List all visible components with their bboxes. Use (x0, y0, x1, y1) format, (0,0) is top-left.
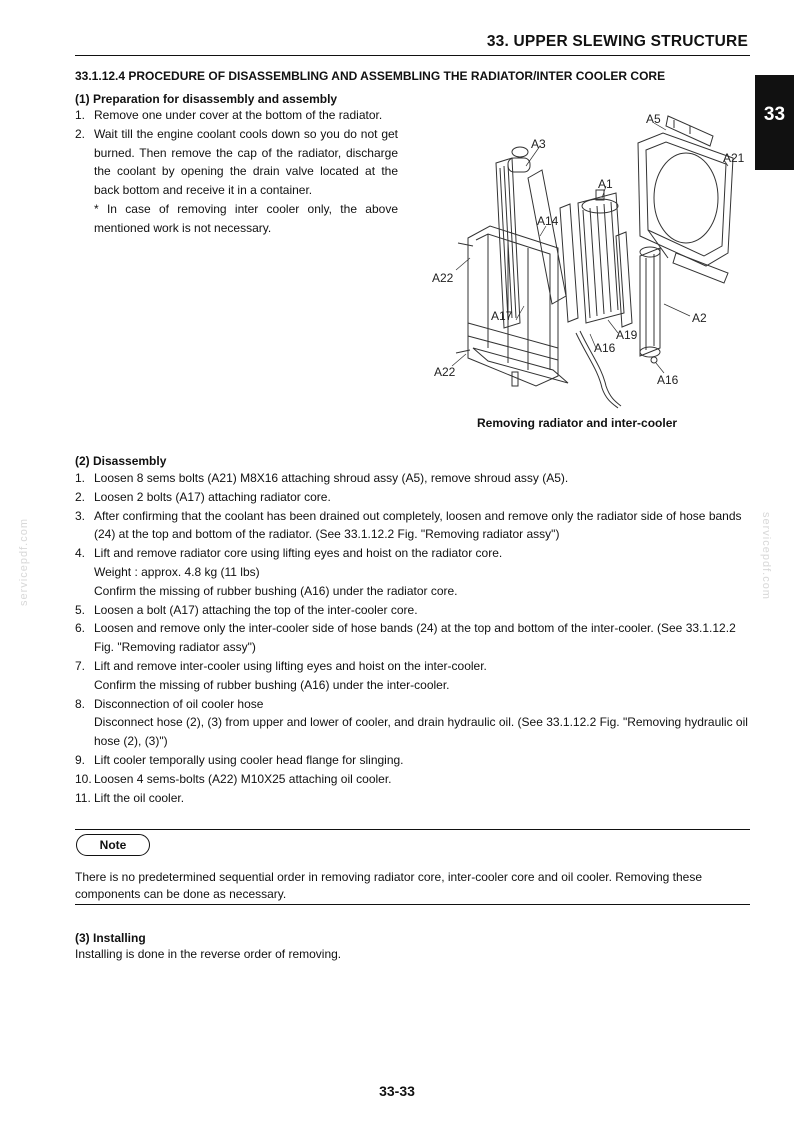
note-rule-bottom (75, 904, 750, 905)
item-number: 1. (75, 108, 86, 122)
item-text: Loosen 4 sems-bolts (A22) M10X25 attaching oil cooler. (94, 771, 392, 786)
list-item (75, 601, 751, 620)
item-text: Lift and remove inter-cooler using lifting eyes and hoist on the inter-cooler. (94, 658, 487, 673)
header-divider (75, 55, 750, 56)
label-a17: A17 (491, 309, 513, 323)
label-a2: A2 (692, 311, 707, 325)
item-text: Lift cooler temporally using cooler head flange for slinging. (94, 752, 404, 767)
figure-caption: Removing radiator and inter-cooler (477, 416, 678, 430)
page-header-title: 33. UPPER SLEWING STRUCTURE (486, 33, 748, 50)
preparation-section (75, 92, 398, 238)
label-a16-right: A16 (657, 373, 679, 387)
label-a3: A3 (531, 137, 546, 151)
label-a22-bottom: A22 (434, 365, 456, 379)
item-number: 9. (75, 752, 86, 767)
shroud-drawing (638, 116, 733, 283)
list-item (75, 770, 751, 789)
item-text: Confirm the missing of rubber bushing (A16) under the radiator core. (94, 583, 458, 598)
radiator-drawing (560, 190, 632, 327)
item-number: 5. (75, 602, 86, 617)
watermark-right: servicepdf.com (760, 512, 772, 600)
list-item (75, 695, 751, 751)
item-number: 3. (75, 508, 86, 523)
item-number: 7. (75, 658, 86, 673)
section-heading: 33.1.12.4 PROCEDURE OF DISASSEMBLING AND ASSEMBLING THE RADIATOR/INTER COOLER CORE (75, 69, 666, 83)
item-number: 10. (75, 771, 92, 786)
installing-section (75, 930, 751, 963)
radiator-core-drawing (496, 147, 566, 328)
list-item (75, 619, 751, 657)
page-number: 33-33 (379, 1083, 415, 1099)
item-text: Disconnection of oil cooler hose (94, 696, 264, 711)
item-text: Lift the oil cooler. (94, 790, 185, 805)
item-text: Loosen 8 sems bolts (A21) M8X16 attaching shroud assy (A5), remove shroud assy (A5). (94, 471, 569, 485)
note-rule-top (75, 829, 750, 830)
label-a1: A1 (598, 177, 613, 191)
item-text: After confirming that the coolant has been drained out completely, loosen and remove only the radiator side of hose bands (24) at the top and bottom of the radiator. (See 33.1.12.2 Fig. "Removing radiator assy") (94, 508, 742, 542)
note-badge: Note (76, 834, 150, 856)
disassembly-section (75, 453, 751, 807)
label-a5: A5 (646, 112, 661, 126)
diagram-drawing (428, 108, 758, 413)
list-item (75, 751, 751, 770)
list-item (75, 544, 751, 600)
list-item (75, 789, 751, 808)
item-number: 4. (75, 546, 86, 561)
item-text: Loosen a bolt (A17) attaching the top of the inter-cooler core. (94, 602, 418, 617)
item-text: Wait till the engine coolant cools down so you do not get burned. Then remove the cap of the radiator, discharge the coolant by opening the drain valve located at the back bottom and receive it in a container. (94, 126, 398, 198)
preparation-list (75, 106, 398, 200)
list-item (75, 469, 751, 488)
label-a19: A19 (616, 328, 638, 342)
item-text: Disconnect hose (2), (3) from upper and lower of cooler, and drain hydraulic oil. (See 33.1.12.2 Fig. "Removing hydraulic oil hose (2), (3)") (94, 715, 748, 749)
item-text: Weight : approx. 4.8 kg (11 lbs) (94, 564, 260, 579)
item-text: Remove one under cover at the bottom of the radiator. (94, 108, 383, 122)
installing-text: Installing is done in the reverse order of removing. (75, 947, 342, 961)
label-a16-mid: A16 (594, 341, 616, 355)
item-text: Loosen and remove only the inter-cooler side of hose bands (24) at the top and bottom of the inter-cooler. (See 33.1.12.2 Fig. "Removing radiator assy") (94, 621, 736, 655)
disassembly-heading: (2) Disassembly (75, 454, 167, 468)
item-number: 8. (75, 696, 86, 711)
note-text: There is no predetermined sequential order in removing radiator core, inter-cooler core and oil cooler. Removing these components can be done as necessary. (75, 870, 702, 901)
item-number: 6. (75, 621, 86, 636)
inter-cooler-drawing (640, 247, 660, 363)
label-a21: A21 (723, 151, 745, 165)
radiator-exploded-diagram (428, 108, 758, 413)
list-item (75, 507, 751, 545)
list-item (75, 488, 751, 507)
label-a14: A14 (537, 214, 559, 228)
disassembly-list (75, 469, 751, 807)
installing-heading: (3) Installing (75, 931, 146, 945)
item-number: 2. (75, 126, 86, 141)
preparation-heading: (1) Preparation for disassembly and assembly (75, 92, 338, 106)
list-item (75, 125, 398, 200)
list-item (75, 106, 398, 125)
list-item (75, 657, 751, 695)
item-text: Loosen 2 bolts (A17) attaching radiator core. (94, 489, 331, 504)
preparation-note: * In case of removing inter cooler only, the above mentioned work is not necessary. (94, 201, 398, 235)
item-text: Lift and remove radiator core using lifting eyes and hoist on the radiator core. (94, 546, 503, 561)
item-number: 11. (75, 790, 91, 805)
item-number: 2. (75, 489, 86, 504)
item-text: Confirm the missing of rubber bushing (A16) under the inter-cooler. (94, 677, 450, 692)
label-a22-top: A22 (432, 271, 454, 285)
watermark-left: servicepdf.com (18, 518, 30, 606)
item-number: 1. (75, 471, 86, 485)
chapter-tab: 33 (755, 75, 794, 170)
